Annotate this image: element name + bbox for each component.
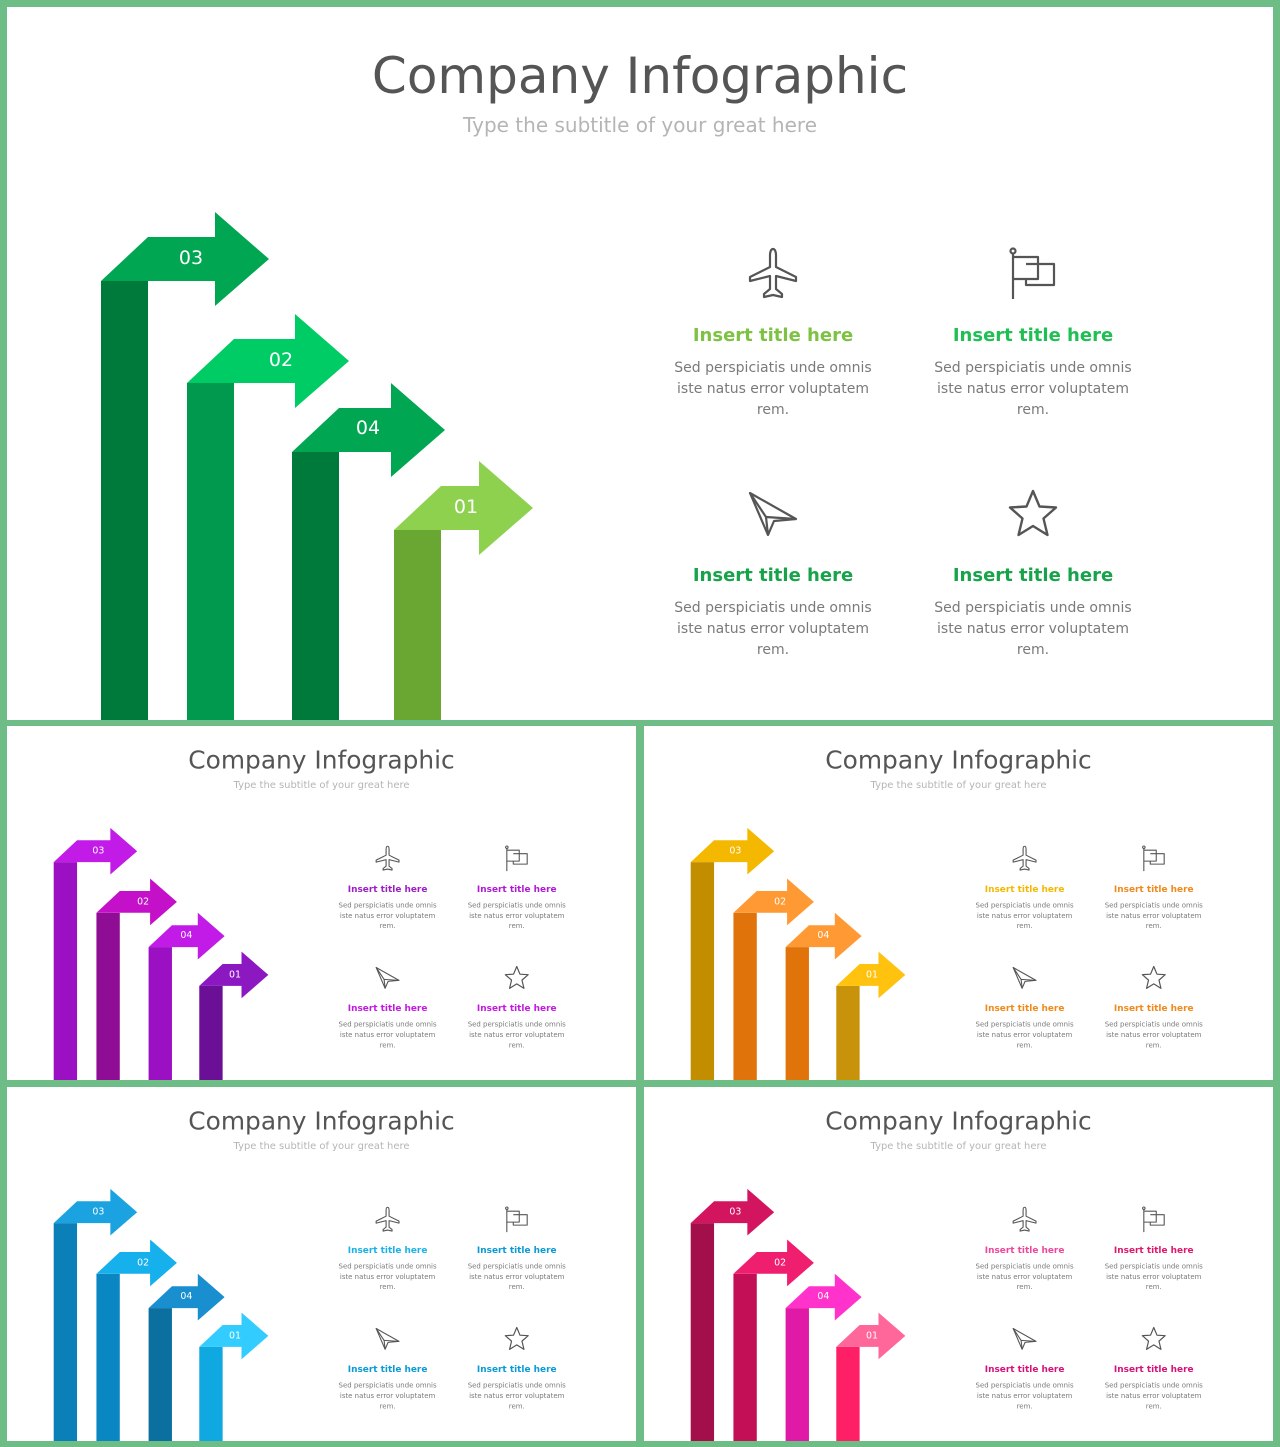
slide-orange xyxy=(644,726,1273,1080)
airplane-icon xyxy=(373,844,402,873)
arrow-shaft xyxy=(199,1347,222,1441)
arrow-shaft xyxy=(733,913,756,1080)
airplane-icon xyxy=(373,1205,402,1234)
feature-title: Insert title here xyxy=(984,1364,1065,1375)
feature-title: Insert title here xyxy=(1113,1244,1194,1256)
feature-description: Sed perspiciatis unde omnis iste natus error voluptatem rem. xyxy=(674,600,872,658)
arrow-shaft xyxy=(96,913,119,1080)
feature-title: Insert title here xyxy=(692,565,854,586)
arrow-03 xyxy=(101,212,269,720)
feature-title: Insert title here xyxy=(984,1244,1065,1256)
feature-card xyxy=(462,844,571,931)
arrow-shaft xyxy=(54,862,77,1080)
feature-card xyxy=(663,245,883,421)
feature-card xyxy=(1099,844,1208,931)
arrow-01 xyxy=(394,461,533,720)
arrow-01 xyxy=(199,952,268,1080)
page-subtitle: Type the subtitle of your great here xyxy=(463,113,817,137)
feature-description: Sed perspiciatis unde omnis iste natus error voluptatem rem. xyxy=(338,901,437,931)
page-title: Company Infographic xyxy=(825,1106,1092,1136)
feature-card xyxy=(462,1205,571,1292)
page-subtitle: Type the subtitle of your great here xyxy=(233,778,410,791)
paper-plane-icon xyxy=(1010,1324,1039,1353)
feature-card xyxy=(970,1205,1079,1292)
page-title: Company Infographic xyxy=(371,47,909,105)
feature-description: Sed perspiciatis unde omnis iste natus error voluptatem rem. xyxy=(1104,1020,1203,1050)
feature-title: Insert title here xyxy=(952,565,1114,586)
arrow-label: 02 xyxy=(268,349,294,371)
feature-description: Sed perspiciatis unde omnis iste natus error voluptatem rem. xyxy=(975,901,1074,931)
feature-title: Insert title here xyxy=(347,1364,428,1375)
airplane-icon xyxy=(744,245,802,303)
feature-description: Sed perspiciatis unde omnis iste natus error voluptatem rem. xyxy=(1104,901,1203,931)
feature-description: Sed perspiciatis unde omnis iste natus error voluptatem rem. xyxy=(1104,1262,1203,1292)
feature-card xyxy=(1099,1205,1208,1292)
feature-title: Insert title here xyxy=(476,1003,557,1014)
feature-description: Sed perspiciatis unde omnis iste natus error voluptatem rem. xyxy=(1104,1381,1203,1411)
star-icon xyxy=(502,1324,531,1353)
paper-plane-icon xyxy=(373,1324,402,1353)
feature-description: Sed perspiciatis unde omnis iste natus error voluptatem rem. xyxy=(338,1020,437,1050)
feature-title: Insert title here xyxy=(347,1003,428,1014)
flag-icon xyxy=(1139,844,1168,873)
arrow-shaft xyxy=(187,383,234,720)
page-subtitle: Type the subtitle of your great here xyxy=(870,1139,1047,1152)
arrow-01 xyxy=(836,952,905,1080)
feature-card xyxy=(970,844,1079,931)
star-icon xyxy=(502,963,531,992)
arrow-shaft xyxy=(786,947,809,1080)
slide-blue xyxy=(7,1087,636,1441)
feature-card xyxy=(1099,963,1208,1050)
feature-card xyxy=(923,485,1143,661)
arrow-label: 03 xyxy=(729,1206,742,1218)
feature-description: Sed perspiciatis unde omnis iste natus error voluptatem rem. xyxy=(467,901,566,931)
arrow-03 xyxy=(54,1189,137,1441)
arrow-03 xyxy=(691,1189,774,1441)
feature-title: Insert title here xyxy=(952,325,1114,346)
arrow-label: 04 xyxy=(817,930,830,942)
arrow-shaft xyxy=(101,281,148,720)
feature-description: Sed perspiciatis unde omnis iste natus error voluptatem rem. xyxy=(338,1262,437,1292)
star-icon xyxy=(1139,1324,1168,1353)
feature-title: Insert title here xyxy=(1113,1364,1194,1375)
feature-title: Insert title here xyxy=(476,883,557,895)
arrow-03 xyxy=(54,828,137,1080)
feature-title: Insert title here xyxy=(984,1003,1065,1014)
slide-green xyxy=(7,7,1273,720)
feature-title: Insert title here xyxy=(476,1244,557,1256)
feature-title: Insert title here xyxy=(984,883,1065,895)
arrow-shaft xyxy=(836,986,859,1080)
arrow-shaft xyxy=(292,452,339,720)
arrow-shaft xyxy=(691,1223,714,1441)
flag-icon xyxy=(1139,1205,1168,1234)
feature-card xyxy=(923,245,1143,421)
flag-icon xyxy=(502,1205,531,1234)
arrow-shaft xyxy=(149,947,172,1080)
page-title: Company Infographic xyxy=(188,745,455,775)
feature-card xyxy=(333,1205,442,1292)
star-icon xyxy=(1139,963,1168,992)
feature-card xyxy=(970,963,1079,1050)
feature-card xyxy=(663,485,883,661)
arrow-label: 01 xyxy=(866,1330,879,1342)
feature-card xyxy=(462,1324,571,1411)
feature-description: Sed perspiciatis unde omnis iste natus error voluptatem rem. xyxy=(934,360,1132,418)
star-icon xyxy=(1004,485,1062,543)
feature-description: Sed perspiciatis unde omnis iste natus error voluptatem rem. xyxy=(975,1381,1074,1411)
arrow-shaft xyxy=(733,1274,756,1441)
arrow-label: 02 xyxy=(137,896,150,908)
feature-description: Sed perspiciatis unde omnis iste natus error voluptatem rem. xyxy=(467,1262,566,1292)
arrow-03 xyxy=(691,828,774,1080)
feature-title: Insert title here xyxy=(1113,1003,1194,1014)
feature-description: Sed perspiciatis unde omnis iste natus error voluptatem rem. xyxy=(975,1262,1074,1292)
feature-card xyxy=(333,844,442,931)
arrow-label: 04 xyxy=(180,930,193,942)
arrow-label: 03 xyxy=(92,845,105,857)
feature-description: Sed perspiciatis unde omnis iste natus error voluptatem rem. xyxy=(674,360,872,418)
feature-description: Sed perspiciatis unde omnis iste natus error voluptatem rem. xyxy=(338,1381,437,1411)
feature-card xyxy=(333,1324,442,1411)
arrow-label: 01 xyxy=(229,1330,242,1342)
paper-plane-icon xyxy=(744,485,802,543)
feature-description: Sed perspiciatis unde omnis iste natus error voluptatem rem. xyxy=(934,600,1132,658)
feature-title: Insert title here xyxy=(1113,883,1194,895)
page-subtitle: Type the subtitle of your great here xyxy=(233,1139,410,1152)
arrow-label: 02 xyxy=(774,896,787,908)
feature-card xyxy=(333,963,442,1050)
feature-description: Sed perspiciatis unde omnis iste natus error voluptatem rem. xyxy=(467,1381,566,1411)
arrow-shaft xyxy=(54,1223,77,1441)
slide-purple xyxy=(7,726,636,1080)
airplane-icon xyxy=(1010,1205,1039,1234)
feature-title: Insert title here xyxy=(476,1364,557,1375)
airplane-icon xyxy=(1010,844,1039,873)
arrow-label: 04 xyxy=(817,1291,830,1303)
arrow-label: 02 xyxy=(774,1257,787,1269)
arrow-shaft xyxy=(199,986,222,1080)
arrow-shaft xyxy=(149,1308,172,1441)
arrow-shaft xyxy=(96,1274,119,1441)
page-title: Company Infographic xyxy=(188,1106,455,1136)
arrow-label: 04 xyxy=(180,1291,193,1303)
arrow-label: 04 xyxy=(355,417,381,439)
feature-card xyxy=(462,963,571,1050)
arrow-shaft xyxy=(786,1308,809,1441)
feature-title: Insert title here xyxy=(347,1244,428,1256)
paper-plane-icon xyxy=(1010,963,1039,992)
arrow-01 xyxy=(836,1313,905,1441)
page-subtitle: Type the subtitle of your great here xyxy=(870,778,1047,791)
arrow-label: 02 xyxy=(137,1257,150,1269)
arrow-label: 01 xyxy=(453,496,479,518)
arrow-shaft xyxy=(691,862,714,1080)
arrow-label: 01 xyxy=(866,969,879,981)
arrow-label: 01 xyxy=(229,969,242,981)
arrow-01 xyxy=(199,1313,268,1441)
paper-plane-icon xyxy=(373,963,402,992)
feature-title: Insert title here xyxy=(692,325,854,346)
arrow-label: 03 xyxy=(92,1206,105,1218)
arrow-label: 03 xyxy=(178,247,204,269)
arrow-label: 03 xyxy=(729,845,742,857)
feature-card xyxy=(970,1324,1079,1411)
slide-pink xyxy=(644,1087,1273,1441)
feature-card xyxy=(1099,1324,1208,1411)
feature-title: Insert title here xyxy=(347,883,428,895)
flag-icon xyxy=(502,844,531,873)
arrow-shaft xyxy=(836,1347,859,1441)
feature-description: Sed perspiciatis unde omnis iste natus error voluptatem rem. xyxy=(975,1020,1074,1050)
arrow-shaft xyxy=(394,530,441,720)
flag-icon xyxy=(1004,245,1062,303)
page-title: Company Infographic xyxy=(825,745,1092,775)
feature-description: Sed perspiciatis unde omnis iste natus error voluptatem rem. xyxy=(467,1020,566,1050)
